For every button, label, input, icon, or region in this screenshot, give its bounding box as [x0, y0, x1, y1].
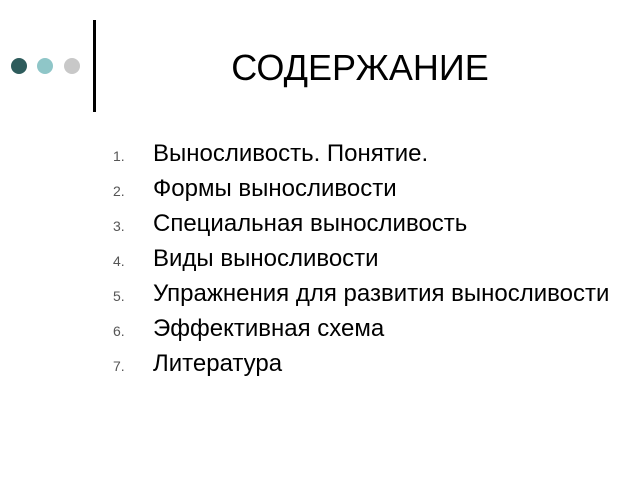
list-item-label: Эффективная схема — [153, 315, 385, 342]
list-item-number: 4. — [113, 253, 125, 269]
list-item-label: Литература — [153, 350, 283, 377]
list-item — [113, 280, 613, 307]
list-item — [113, 140, 613, 167]
decoration-dot-icon — [37, 58, 53, 74]
list-item-number: 7. — [113, 358, 125, 374]
list-item-label: Выносливость. Понятие. — [153, 140, 429, 167]
list-item — [113, 315, 613, 342]
decoration-dot-icon — [11, 58, 27, 74]
list-item-number: 3. — [113, 218, 125, 234]
list-item-number: 5. — [113, 288, 125, 304]
list-item-number: 2. — [113, 183, 125, 199]
list-item-label: Специальная выносливость — [153, 210, 468, 237]
list-item-label: Упражнения для развития выносливости — [153, 280, 610, 307]
list-item — [113, 210, 613, 237]
list-item — [113, 350, 613, 377]
list-item-label: Формы выносливости — [153, 175, 397, 202]
list-item — [113, 245, 613, 272]
list-item-number: 6. — [113, 323, 125, 339]
slide-title: СОДЕРЖАНИЕ — [231, 47, 489, 88]
list-item-label: Виды выносливости — [153, 245, 379, 272]
divider — [93, 20, 96, 112]
decoration-dot-icon — [64, 58, 80, 74]
table-of-contents — [113, 140, 613, 385]
list-item-number: 1. — [113, 148, 125, 164]
list-item — [113, 175, 613, 202]
